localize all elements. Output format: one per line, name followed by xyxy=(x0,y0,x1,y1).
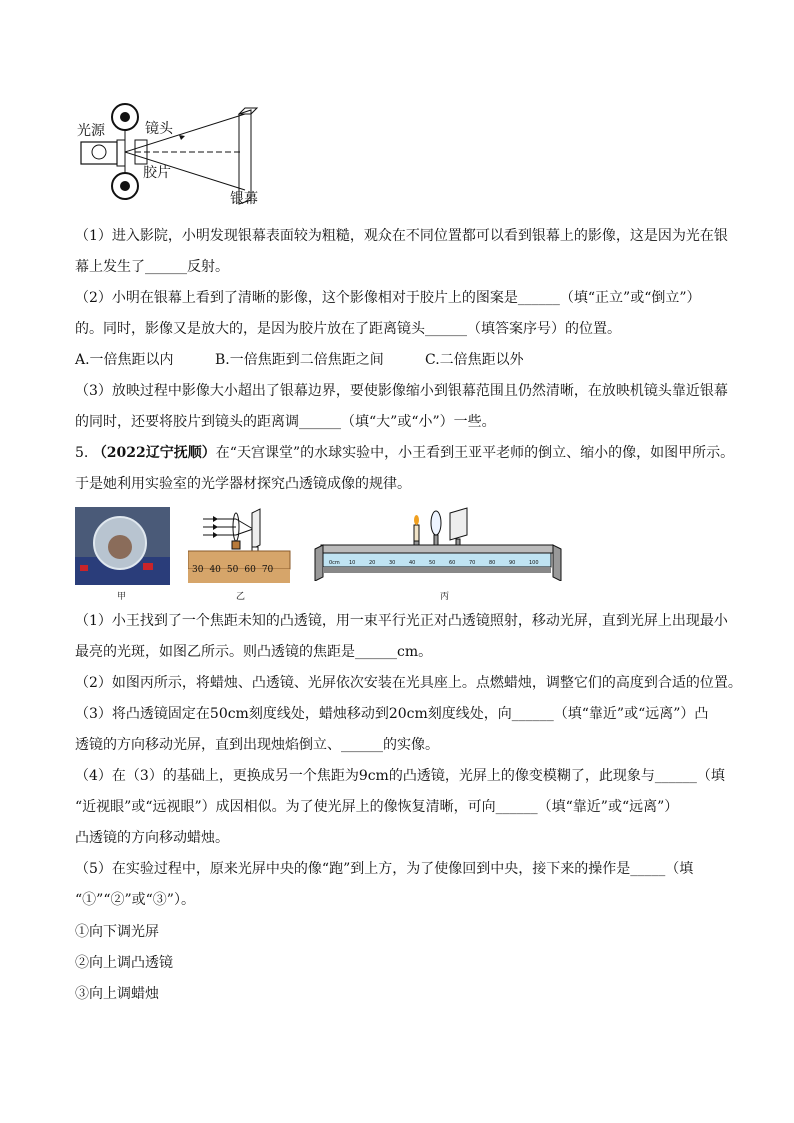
figure-bing xyxy=(313,505,563,602)
bing-tick: 0cm xyxy=(329,560,340,566)
q5-p5-line1: （5）在实验过程中，原来光屏中央的像“跑”到上方，为了使像回到中央，接下来的操作是_____（填 xyxy=(75,861,694,877)
q4-option-b: B.一倍焦距到二倍焦距之间 xyxy=(215,352,384,368)
projector-figure xyxy=(75,100,275,210)
q4-option-c: C.二倍焦距以外 xyxy=(425,352,524,368)
q4-p2-line1: （2）小明在银幕上看到了清晰的影像，这个影像相对于胶片上的图案是______（填“正立”或“倒立”） xyxy=(75,290,701,306)
q4-option-a: A.一倍焦距以内 xyxy=(75,352,174,368)
figure-jia xyxy=(75,507,170,602)
q5-intro-line2: 于是她利用实验室的光学器材探究凸透镜成像的规律。 xyxy=(75,476,411,492)
q5-p3-line2: 透镜的方向移动光屏，直到出现烛焰倒立、______的实像。 xyxy=(75,737,439,753)
q5-p1-line2: 最亮的光斑，如图乙所示。则凸透镜的焦距是______cm。 xyxy=(75,644,433,660)
yi-scale xyxy=(192,565,273,575)
focal-length-diagram xyxy=(188,507,292,571)
q4-p1-line1: （1）进入影院，小明发现银幕表面较为粗糙，观众在不同位置都可以看到银幕上的影像，这是因为光在银 xyxy=(75,228,728,244)
bing-tick: 30 xyxy=(389,560,396,566)
q5-choice-2: ②向上调凸透镜 xyxy=(75,955,173,971)
optical-bench-diagram xyxy=(313,505,563,581)
caption-jia: 甲 xyxy=(117,592,127,602)
label-film: 胶片 xyxy=(143,165,171,181)
q5-p5-line2: “①”“②”或“③”）。 xyxy=(75,892,195,908)
bing-tick: 40 xyxy=(409,560,416,566)
bing-tick: 80 xyxy=(489,560,496,566)
q5-p1-line1: （1）小王找到了一个焦距未知的凸透镜，用一束平行光正对凸透镜照射，移动光屏，直到光屏上出现最小 xyxy=(75,613,728,629)
bing-tick: 100 xyxy=(529,560,539,566)
q4-p3-line2: 的同时，还要将胶片到镜头的距离调______（填“大”或“小”）一些。 xyxy=(75,414,496,430)
bing-tick: 10 xyxy=(349,560,356,566)
q5-p4-line3: 凸透镜的方向移动蜡烛。 xyxy=(75,830,229,846)
caption-bing: 丙 xyxy=(440,592,450,602)
yi-tick: 50 xyxy=(226,565,239,575)
label-lens: 镜头 xyxy=(145,121,173,137)
caption-yi: 乙 xyxy=(236,592,246,602)
bing-tick: 60 xyxy=(449,560,456,566)
label-screen: 银幕 xyxy=(230,191,258,207)
yi-tick: 60 xyxy=(244,565,256,575)
q5-p4-line1: （4）在（3）的基础上，更换成另一个焦距为9cm的凸透镜，光屏上的像变模糊了，此现象与______（填 xyxy=(75,768,725,784)
q5-intro-line1 xyxy=(75,443,734,463)
yi-tick: 30 xyxy=(192,565,204,575)
yi-tick: 70 xyxy=(261,565,274,575)
yi-tick: 40 xyxy=(209,565,221,575)
q5-number: 5. xyxy=(75,445,89,461)
q5-choice-3: ③向上调蜡烛 xyxy=(75,986,159,1002)
figure-yi xyxy=(188,507,292,602)
bing-tick: 20 xyxy=(369,560,376,566)
q4-p2-line2: 的。同时，影像又是放大的，是因为胶片放在了距离镜头______（填答案序号）的位置。 xyxy=(75,321,621,337)
water-ball-photo xyxy=(75,507,170,585)
q5-intro-text: 在“天宫课堂”的水球实验中，小王看到王亚平老师的倒立、缩小的像，如图甲所示。 xyxy=(215,445,735,461)
q5-choice-1: ①向下调光屏 xyxy=(75,924,159,940)
q5-p2: （2）如图丙所示，将蜡烛、凸透镜、光屏依次安装在光具座上。点燃蜡烛，调整它们的高度到合适的位置。 xyxy=(75,675,742,691)
bing-tick: 90 xyxy=(509,560,516,566)
q5-p4-line2: “近视眼”或“远视眼”）成因相似。为了使光屏上的像恢复清晰，可向______（填“靠近”或“远离”） xyxy=(75,799,679,815)
q5-p3-line1: （3）将凸透镜固定在50cm刻度线处，蜡烛移动到20cm刻度线处，向______（填“靠近”或“远离”）凸 xyxy=(75,706,709,722)
bing-tick: 50 xyxy=(429,560,436,566)
bing-tick: 70 xyxy=(469,560,476,566)
q4-p1-line2: 幕上发生了______反射。 xyxy=(75,259,229,275)
q4-p3-line1: （3）放映过程中影像大小超出了银幕边界，要使影像缩小到银幕范围且仍然清晰，在放映机镜头靠近银幕 xyxy=(75,383,728,399)
label-light-source: 光源 xyxy=(77,123,105,139)
q5-source: （2022辽宁抚顺） xyxy=(92,445,216,461)
bing-scale xyxy=(329,560,539,566)
